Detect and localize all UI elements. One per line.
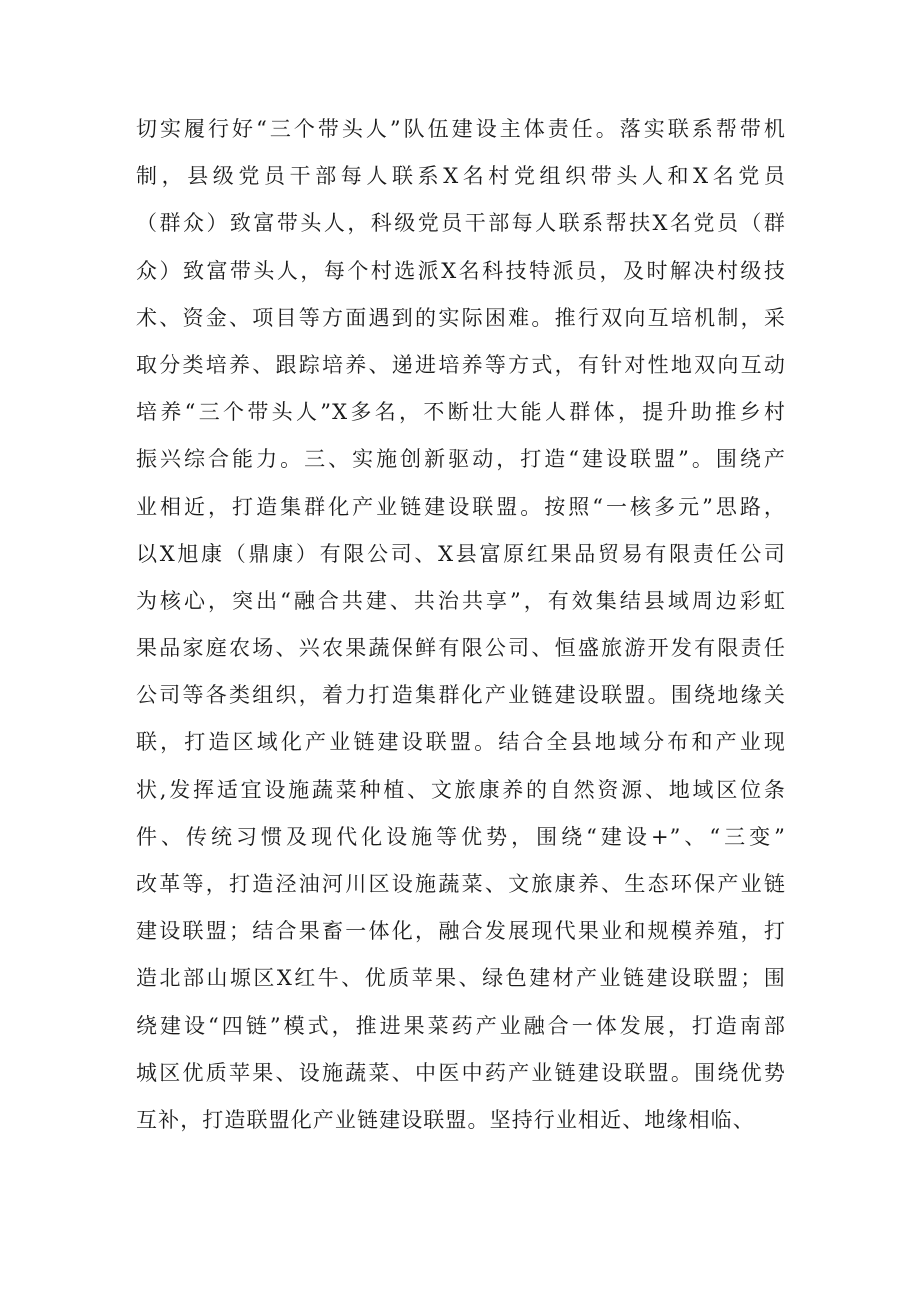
- text-line: 制，县级党员干部每人联系X名村党组织带头人和X名党员: [136, 164, 786, 189]
- text-line: 改革等，打造泾油河川区设施蔬菜、文旅康养、生态环保产业链: [136, 872, 786, 896]
- text-line: 业相近，打造集群化产业链建设联盟。按照“一核多元”思路，: [136, 494, 786, 519]
- text-line: 状,发挥适宜设施蔬菜种植、文旅康养的自然资源、地域区位条: [136, 777, 786, 802]
- text-line: 果品家庭农场、兴农果蔬保鲜有限公司、恒盛旅游开发有限责任: [136, 636, 786, 661]
- body-paragraph: [136, 106, 786, 1144]
- text-line: 为核心，突出“融合共建、共治共享”，有效集结县域周边彩虹: [136, 588, 786, 613]
- text-line: 术、资金、项目等方面遇到的实际困难。推行双向互培机制，采: [136, 305, 786, 330]
- text-line: 振兴综合能力。三、实施创新驱动，打造“建设联盟”。围绕产: [136, 447, 786, 472]
- text-line: 互补，打造联盟化产业链建设联盟。坚持行业相近、地缘相临、: [136, 1107, 755, 1132]
- text-line: 联，打造区域化产业链建设联盟。结合全县地域分布和产业现: [136, 730, 786, 755]
- text-line: 以X旭康（鼎康）有限公司、X县富原红果品贸易有限责任公司: [136, 541, 786, 566]
- text-line: 切实履行好“三个带头人”队伍建设主体责任。落实联系帮带机: [136, 117, 786, 141]
- text-line: 培养“三个带头人”X多名，不断壮大能人群体，提升助推乡村: [136, 400, 786, 425]
- text-line: 造北部山塬区X红牛、优质苹果、绿色建材产业链建设联盟；围: [136, 966, 786, 991]
- text-line: 取分类培养、跟踪培养、递进培养等方式，有针对性地双向互动: [136, 352, 786, 377]
- text-line: 公司等各类组织，着力打造集群化产业链建设联盟。围绕地缘关: [136, 683, 786, 708]
- text-line: 绕建设“四链”模式，推进果菜药产业融合一体发展，打造南部: [136, 1013, 786, 1038]
- text-line: 城区优质苹果、设施蔬菜、中医中药产业链建设联盟。围绕优势: [136, 1060, 786, 1085]
- text-line: 建设联盟；结合果畜一体化，融合发展现代果业和规模养殖，打: [136, 919, 786, 944]
- text-line: 众）致富带头人，每个村选派X名科技特派员，及时解决村级技: [136, 258, 786, 283]
- text-line: （群众）致富带头人，科级党员干部每人联系帮扶X名党员（群: [136, 211, 786, 236]
- text-line: 件、传统习惯及现代化设施等优势，围绕“建设+”、“三变”: [136, 824, 786, 849]
